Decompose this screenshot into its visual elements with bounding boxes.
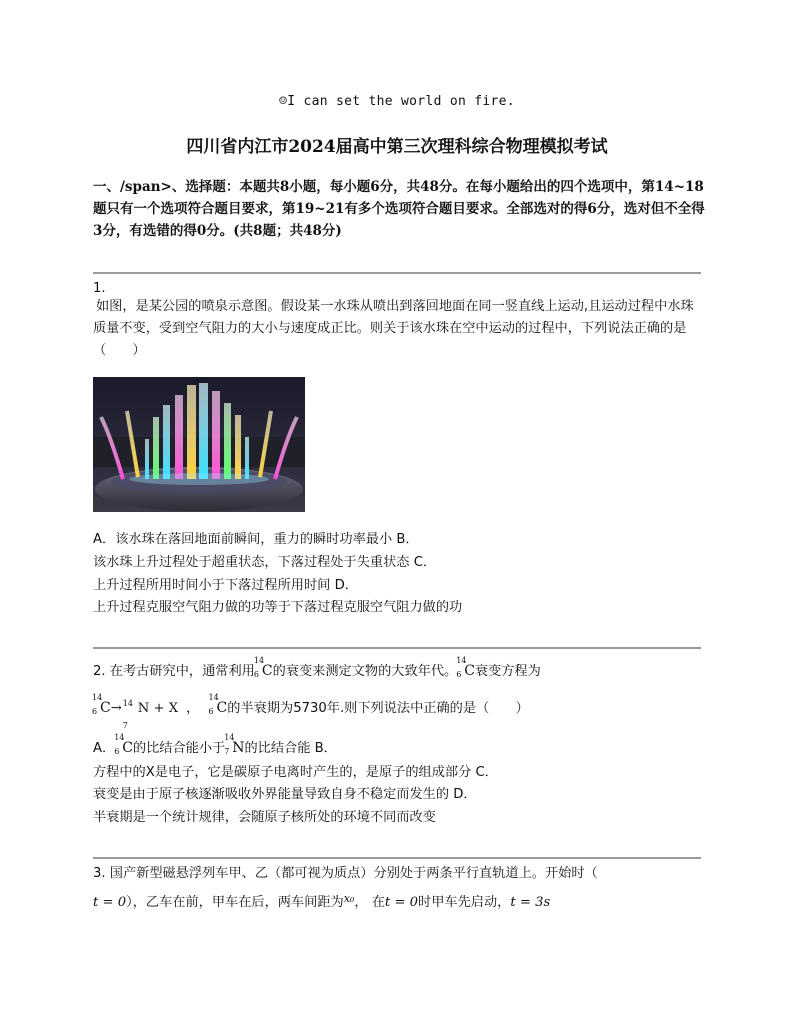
q2-stem-line1: 2. 在考古研究中，通常利用 14 6 C的衰变来测定文物的大致年代。 14 6 C衰变方程为 (93, 656, 541, 679)
carbon14-isotope: 14 6 C (253, 656, 273, 679)
q2-decay-equation: 14 6 C→ 14 7 N + X ， 14 6 C的半衰期为5730年.则下列说法中正确的是（ ） (92, 693, 529, 730)
q2-option-a: A． 14 6 C的比结合能小于 14 7 N的比结合能 B． (93, 733, 337, 756)
q1-stem: 如图，是某公园的喷泉示意图。假设某一水珠从喷出到落回地面在同一竖直线上运动,且运动过程中水珠质量不变，受到空气阻力的大小与速度成正比。则关于该水珠在空中运动的过程中，下列说法正确的是（ ） (93, 299, 694, 358)
q1-option-c: 上升过程所用时间小于下落过程所用时间 D． (93, 578, 358, 593)
q2-option-b: 方程中的X是电子，它是碳原子电离时产生的，是原子的组成部分 C． (93, 765, 498, 780)
q3-stem-line2: t = 0），乙车在前，甲车在后，两车间距为$^{x_0}$， 在t = 0时甲车先启动，t = 3s (93, 892, 551, 910)
question-divider (93, 857, 701, 859)
q2-option-c: 衰变是由于原子核逐渐吸收外界能量导致自身不稳定而发生的 D． (93, 787, 477, 802)
question-divider (93, 272, 701, 274)
q1-option-d: 上升过程克服空气阻力做的功等于下落过程克服空气阻力做的功 (93, 600, 463, 615)
q1-number: 1. (93, 281, 106, 296)
question-divider (93, 647, 701, 649)
q1-option-b: 该水珠上升过程处于超重状态，下落过程处于失重状态 C． (93, 555, 437, 570)
arrow-icon: → (110, 701, 122, 716)
carbon14-isotope: 14 6 C (456, 656, 475, 679)
section-heading: 一、/span>、选择题：本题共8小题，每小题6分，共48分。在每小题给出的四个选项中，第14~18题只有一个选项符合题目要求，第19~21有多个选项符合题目要求。全部选对的得6分，选对但不全得3分，有选错的得0分。(共8题；共48分) (93, 179, 705, 239)
q3-stem-line1: 3. 国产新型磁悬浮列车甲、乙（都可视为质点）分别处于两条平行直轨道上。开始时（ (93, 866, 598, 881)
q1-option-a: A．该水珠在落回地面前瞬间，重力的瞬时功率最小 B． (93, 532, 419, 547)
fountain-photo (93, 377, 305, 512)
q2-number: 2. (93, 664, 106, 679)
motto: ☺I can set the world on fire. (279, 94, 515, 109)
exam-title: 四川省内江市2024届高中第三次理科综合物理模拟考试 (186, 137, 608, 157)
q3-number: 3. (93, 866, 106, 881)
q2-option-d: 半衰期是一个统计规律，会随原子核所处的环境不同而改变 (93, 810, 436, 825)
